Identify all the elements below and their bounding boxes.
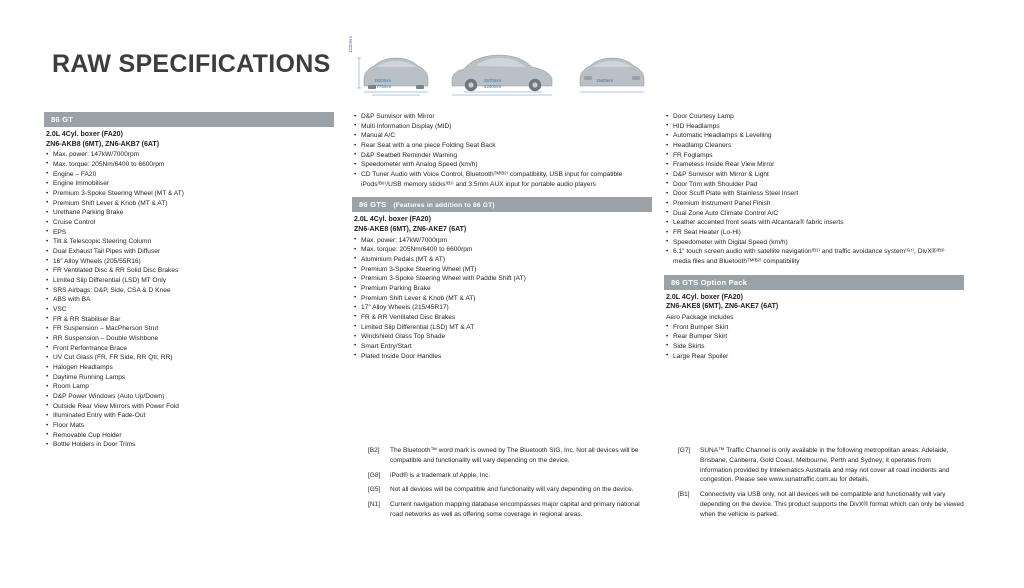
list-item: • RR Suspension – Double Wishbone	[44, 334, 334, 343]
list-item: • Rear Bumper Skirt	[664, 332, 964, 341]
list-item: • Illuminated Entry with Fade-Out	[44, 411, 334, 420]
engine-spec-gts	[352, 212, 652, 235]
engine-spec-gt-line1: 2.0L 4Cyl. boxer (FA20)	[46, 131, 123, 138]
list-item: • Rear Seat with a one piece Folding Seat Back	[352, 141, 652, 150]
list-item: • Premium Shift Lever & Knob (MT & AT)	[352, 294, 652, 303]
dim-front-track: 1520mm	[374, 78, 392, 83]
list-item: • UV Cut Glass (FR, FR Side, RR Qtr, RR)	[44, 353, 334, 362]
list-item: • FR Foglamps	[664, 151, 964, 160]
footnote-tag: [B1]	[678, 491, 690, 498]
list-item: • Premium 3-Spoke Steering Wheel (MT)	[352, 265, 652, 274]
feature-list-86-gts-option-pack	[664, 313, 964, 361]
footnote	[368, 500, 650, 520]
list-item: • Door Trim with Shoulder Pad	[664, 180, 964, 189]
list-item: • Halogen Headlamps	[44, 363, 334, 372]
list-item: • Limited Slip Differential (LSD) MT & AT	[352, 323, 652, 332]
list-item: • FR & RR Stabiliser Bar	[44, 315, 334, 324]
engine-spec-gts-option-line1: 2.0L 4Cyl. boxer (FA20)	[666, 293, 743, 301]
list-item: • FR Suspension – MacPherson Strut	[44, 324, 334, 333]
list-item: • Front Performance Brace	[44, 344, 334, 353]
footnotes-right	[678, 446, 964, 524]
dim-wheelbase: 2570mm	[484, 78, 502, 83]
list-item: • Premium 3-Spoke Steering Wheel with Paddle Shift (AT)	[352, 274, 652, 283]
dim-front-width: 1775mm	[374, 84, 392, 89]
list-item: • Outside Rear View Mirrors with Power Fold	[44, 402, 334, 411]
section-header-86-gts-label: 86 GTS	[359, 200, 387, 210]
dim-overall-length: 4240mm	[484, 84, 502, 89]
engine-spec-gt-line2: ZN6-AKB8 (6MT), ZN6-AKB7 (6AT)	[46, 140, 160, 148]
dim-rear-track: 1540mm	[596, 78, 614, 83]
list-item: • Speedometer with Analog Speed (km/h)	[352, 160, 652, 169]
list-item: • Headlamp Cleaners	[664, 141, 964, 150]
list-item: • Removable Cup Holder	[44, 431, 334, 440]
list-item: • Automatic Headlamps & Levelling	[664, 131, 964, 140]
section-header-86-gts-option-pack-label: 86 GTS Option Pack	[671, 277, 748, 287]
feature-list-86-gts-continued	[664, 112, 964, 266]
list-item: • CD Tuner Audio with Voice Control, Bluetoothᵀᴹ⁽ᴮ²⁾ compatibility, USB input for compatible iPods⁽ᴮ⁸⁾/USB memory sticks⁽ᴮ¹⁾ and 3.5mm AUX input for portable audio players	[352, 170, 652, 189]
column-86-gt	[44, 112, 334, 450]
section-header-86-gt	[44, 112, 334, 127]
footnote-tag: [G5]	[368, 486, 381, 494]
list-item: • Windshield Glass Top Shade	[352, 332, 652, 341]
footnote	[368, 485, 650, 495]
list-item: • Urethane Parking Brake	[44, 208, 334, 217]
footnotes-left	[368, 446, 650, 525]
footnote	[368, 446, 650, 466]
dim-height: 1320mm	[348, 35, 354, 54]
list-item: • Premium 3-Spoke Steering Wheel (MT & AT)	[44, 189, 334, 198]
section-header-86-gts-option-pack	[664, 275, 964, 290]
list-item: • Max. torque: 205Nm/6400 to 6600rpm	[352, 245, 652, 254]
list-item: • Frameless Inside Rear View Mirror	[664, 160, 964, 169]
column-86-gts-continued-and-option-pack	[664, 112, 964, 361]
list-item: • Cruise Control	[44, 218, 334, 227]
footnote-tag: [N1]	[368, 501, 380, 508]
footnote-text: iPod® is a trademark of Apple, Inc.	[390, 471, 491, 479]
list-item: • FR Ventilated Disc & RR Solid Disc Brakes	[44, 266, 334, 275]
footnote	[678, 490, 964, 519]
list-item: • SRS Airbags: D&P, Side, CSA & D Knee	[44, 286, 334, 295]
list-item: • D&P Power Windows (Auto Up/Down)	[44, 392, 334, 401]
list-item: • Speedometer with Digital Speed (km/h)	[664, 238, 964, 247]
page-title: RAW SPECIFICATIONS	[52, 50, 331, 78]
list-item: • Plated Inside Door Handles	[352, 352, 652, 361]
list-item: • Room Lamp	[44, 382, 334, 391]
footnote-tag: [B2]	[368, 447, 380, 454]
list-item: • 17″ Alloy Wheels (215/45R17)	[352, 303, 652, 312]
list-item: • Dual Exhaust Tail Pipes with Diffuser	[44, 247, 334, 256]
list-item: • Smart Entry/Start	[352, 342, 652, 351]
list-item: • Tilt & Telescopic Steering Column	[44, 237, 334, 246]
list-item: • VSC	[44, 305, 334, 314]
list-item-heading: Aero Package includes	[666, 313, 734, 321]
list-item: • ABS with BA	[44, 295, 334, 304]
list-item: • Large Rear Spoiler	[664, 352, 964, 361]
engine-spec-gts-option	[664, 290, 964, 313]
list-item: • 16″ Alloy Wheels (205/55R16)	[44, 257, 334, 266]
footnote-text: Not all devices will be compatible and functionality will vary depending on the device.	[390, 486, 634, 494]
footnote-text: The Bluetooth™ word mark is owned by The Bluetooth SIG, Inc. Not all devices will be compatible and functionality will vary depending on the device.	[390, 447, 639, 464]
list-item: • Door Courtesy Lamp	[664, 112, 964, 121]
list-item: • Engine Immobiliser	[44, 179, 334, 188]
list-item: • Multi Information Display (MID)	[352, 122, 652, 131]
list-item: • FR & RR Ventilated Disc Brakes	[352, 313, 652, 322]
list-item: • Side Skirts	[664, 342, 964, 351]
list-item: • D&P Seatbelt Reminder Warning	[352, 151, 652, 160]
list-item: • Door Scuff Plate with Stainless Steel Insert	[664, 189, 964, 198]
list-item: • EPS	[44, 228, 334, 237]
list-item: • Aluminium Pedals (MT & AT)	[352, 255, 652, 264]
footnote-text: SUNA™ Traffic Channel is only available in the following metropolitan areas: Adelaide, Brisbane, Canberra, Gold Coast, Melbourne, Perth and Sydney; it operates from information provided by Intelematics Australia and may not cover all road incidents and congestion. Please see www.sunatraffic.com.au for details.	[700, 447, 950, 484]
list-item: • Max. power: 147kW/7000rpm	[44, 150, 334, 159]
list-item: • Premium Instrument Panel Finish	[664, 199, 964, 208]
list-item: • D&P Sunvisor with Mirror	[352, 112, 652, 121]
list-item: • Max. power: 147kW/7000rpm	[352, 236, 652, 245]
list-item: • D&P Sunvisor with Mirror & Light	[664, 170, 964, 179]
engine-spec-gt	[44, 127, 334, 150]
engine-spec-gts-line1: 2.0L 4Cyl. boxer (FA20)	[354, 216, 431, 224]
list-item: • Floor Mats	[44, 421, 334, 430]
list-item: • Front Bumper Skirt	[664, 323, 964, 332]
footnote-text: Current navigation mapping database encompasses major capital and primary national road networks as well as offering some coverage in regional areas.	[390, 501, 640, 518]
feature-list-86-gt-continued	[352, 112, 652, 189]
footnote	[678, 446, 964, 485]
engine-spec-gts-option-line2: ZN6-AKE8 (6MT), ZN6-AKE7 (6AT)	[666, 303, 779, 311]
column-86-gt-continued-and-gts	[352, 112, 652, 361]
footnote-tag: [G8]	[368, 471, 381, 479]
list-item: • Engine – FA20	[44, 170, 334, 179]
footnote-tag: [G7]	[678, 447, 691, 454]
feature-list-86-gt	[44, 150, 334, 450]
list-item: • Max. torque: 205Nm/6400 to 6600rpm	[44, 160, 334, 169]
list-item: • Bottle Holders in Door Trims	[44, 440, 334, 449]
list-item: • HID Headlamps	[664, 122, 964, 131]
list-item: • FR Seat Heater (Lo-Hi)	[664, 228, 964, 237]
footnote	[368, 471, 650, 481]
section-header-86-gts-sublabel: (Features in addition to 86 GT)	[393, 202, 495, 210]
dimension-labels	[348, 35, 656, 108]
section-header-86-gts	[352, 197, 652, 212]
list-item: • Premium Shift Lever & Knob (MT & AT)	[44, 199, 334, 208]
engine-spec-gts-line2: ZN6-AKE8 (6MT), ZN6-AKE7 (6AT)	[354, 225, 467, 233]
list-item: • Manual A/C	[352, 131, 652, 140]
feature-list-86-gts	[352, 236, 652, 362]
list-item: • Premium Parking Brake	[352, 284, 652, 293]
list-item: • Leather accented front seats with Alcantara® fabric inserts	[664, 218, 964, 227]
list-item: • 6.1″ touch screen audio with satellite navigation⁽ᴮ¹⁾ and traffic avoidance system⁽ᴳ⁷⁾, DivX®⁽ᴮ³⁾ media files and Bluetoothᵀᴹ⁽ᴮ²⁾ compatibility	[664, 247, 964, 266]
list-item: • Dual Zone Auto Climate Control A/C	[664, 209, 964, 218]
list-item: • Limited Slip Differential (LSD) MT Only	[44, 276, 334, 285]
footnote-text: Connectivity via USB only, not all devices will be compatible and functionality will vary depending on the device. This product supports the DivX® format which can only be viewed when the vehicle is parked.	[700, 491, 964, 518]
list-item: • Daytime Running Lamps	[44, 373, 334, 382]
section-header-86-gt-label: 86 GT	[51, 115, 74, 124]
